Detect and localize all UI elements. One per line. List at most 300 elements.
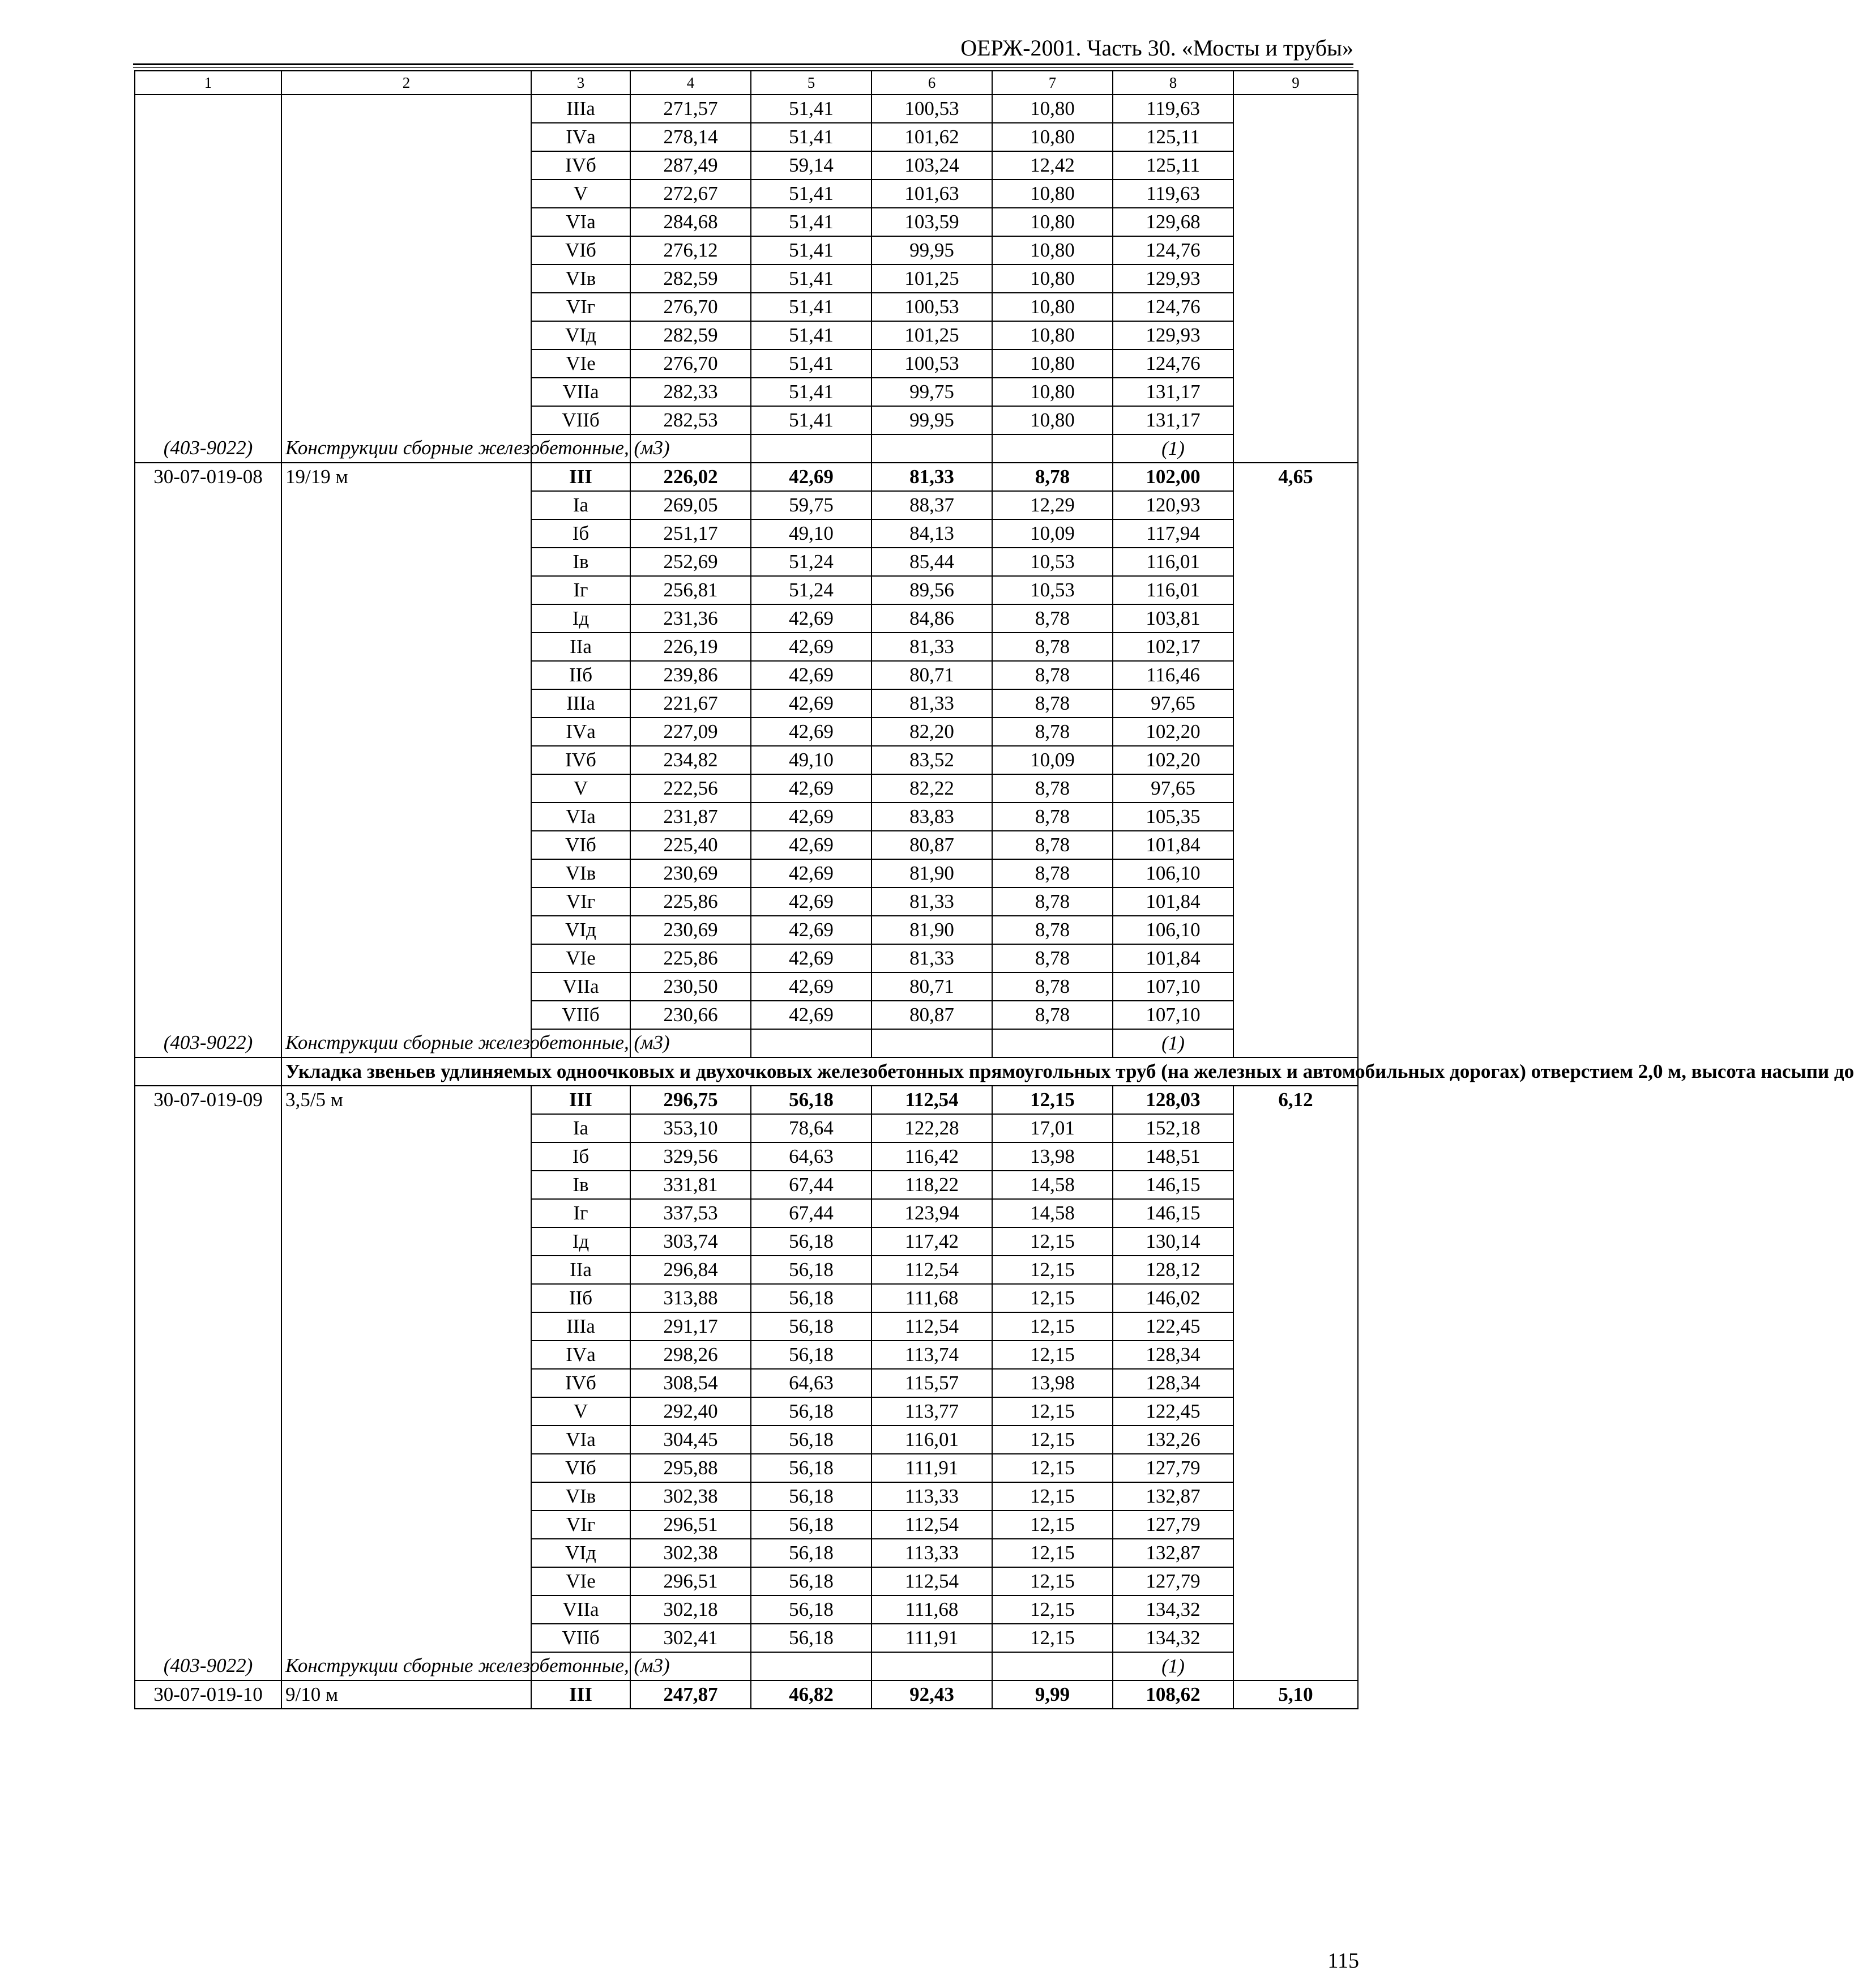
column-number: 3 xyxy=(531,71,630,95)
value-cell: 282,33 xyxy=(630,378,751,406)
value-cell: 42,69 xyxy=(751,944,872,972)
value-cell: 102,20 xyxy=(1113,718,1233,746)
table-row xyxy=(135,123,1358,151)
value-cell: 12,15 xyxy=(992,1511,1113,1539)
rate-name xyxy=(281,718,531,746)
value-cell: 113,33 xyxy=(872,1539,992,1567)
value-cell: 269,05 xyxy=(630,491,751,519)
page-number: 115 xyxy=(1327,1949,1359,1973)
rate-name xyxy=(281,1567,531,1595)
value-cell: 292,40 xyxy=(630,1397,751,1426)
value-cell: 234,82 xyxy=(630,746,751,774)
table-row xyxy=(135,746,1358,774)
value-cell: 42,69 xyxy=(751,916,872,944)
value-cell: 276,70 xyxy=(630,349,751,378)
value-cell: 14,58 xyxy=(992,1171,1113,1199)
rate-name xyxy=(281,95,531,123)
region-code: VIб xyxy=(531,1454,630,1482)
rate-code xyxy=(135,604,281,633)
value-cell: 129,93 xyxy=(1113,265,1233,293)
empty-cell xyxy=(1233,1029,1358,1057)
region-code: Iб xyxy=(531,519,630,548)
rate-code xyxy=(135,236,281,265)
table-row xyxy=(135,972,1358,1001)
region-code: VIд xyxy=(531,321,630,349)
value-cell: 81,90 xyxy=(872,859,992,888)
col9-value xyxy=(1233,1312,1358,1341)
table-row xyxy=(135,1114,1358,1142)
col9-value xyxy=(1233,1511,1358,1539)
region-code: VIIа xyxy=(531,972,630,1001)
value-cell: 313,88 xyxy=(630,1284,751,1312)
value-cell: 12,15 xyxy=(992,1539,1113,1567)
value-cell: 56,18 xyxy=(751,1595,872,1624)
value-cell: 42,69 xyxy=(751,718,872,746)
rate-name xyxy=(281,1454,531,1482)
col9-value xyxy=(1233,1482,1358,1511)
region-code: IIа xyxy=(531,1256,630,1284)
rate-code xyxy=(135,944,281,972)
rate-code xyxy=(135,774,281,803)
value-cell: 101,63 xyxy=(872,180,992,208)
table-row xyxy=(135,519,1358,548)
rate-code: 30-07-019-10 xyxy=(135,1680,281,1709)
value-cell: 127,79 xyxy=(1113,1567,1233,1595)
value-cell: 111,68 xyxy=(872,1284,992,1312)
value-cell: 116,01 xyxy=(872,1426,992,1454)
value-cell: 124,76 xyxy=(1113,236,1233,265)
table-row xyxy=(135,236,1358,265)
value-cell: 230,50 xyxy=(630,972,751,1001)
rate-name xyxy=(281,265,531,293)
value-cell: 84,13 xyxy=(872,519,992,548)
value-cell: 118,22 xyxy=(872,1171,992,1199)
region-code: Iа xyxy=(531,1114,630,1142)
value-cell: 122,28 xyxy=(872,1114,992,1142)
value-cell: 226,02 xyxy=(630,463,751,491)
value-cell: 226,19 xyxy=(630,633,751,661)
rate-name xyxy=(281,661,531,689)
value-cell: 131,17 xyxy=(1113,406,1233,434)
value-cell: 8,78 xyxy=(992,463,1113,491)
table-row xyxy=(135,1426,1358,1454)
value-cell: 128,03 xyxy=(1113,1086,1233,1114)
col9-value xyxy=(1233,1227,1358,1256)
rate-code xyxy=(135,1624,281,1652)
value-cell: 101,25 xyxy=(872,265,992,293)
table-row xyxy=(135,1511,1358,1539)
value-cell: 117,42 xyxy=(872,1227,992,1256)
region-code: III xyxy=(531,463,630,491)
col9-value xyxy=(1233,944,1358,972)
header-rule-thick xyxy=(133,63,1353,65)
column-number: 9 xyxy=(1233,71,1358,95)
rate-code xyxy=(135,293,281,321)
rate-code xyxy=(135,972,281,1001)
material-code: (403-9022) xyxy=(135,1652,281,1680)
value-cell: 12,15 xyxy=(992,1624,1113,1652)
value-cell: 298,26 xyxy=(630,1341,751,1369)
value-cell: 51,41 xyxy=(751,180,872,208)
col9-value xyxy=(1233,1454,1358,1482)
value-cell: 88,37 xyxy=(872,491,992,519)
value-cell: 9,99 xyxy=(992,1680,1113,1709)
value-cell: 42,69 xyxy=(751,888,872,916)
value-cell: 337,53 xyxy=(630,1199,751,1227)
region-code: VIа xyxy=(531,208,630,236)
rate-name xyxy=(281,944,531,972)
col9-value xyxy=(1233,548,1358,576)
table-row xyxy=(135,491,1358,519)
value-cell: 116,01 xyxy=(1113,576,1233,604)
value-cell: 12,15 xyxy=(992,1086,1113,1114)
material-note-row xyxy=(135,434,1358,463)
value-cell: 115,57 xyxy=(872,1369,992,1397)
rate-code xyxy=(135,321,281,349)
table-row xyxy=(135,180,1358,208)
value-cell: 42,69 xyxy=(751,689,872,718)
rate-code xyxy=(135,661,281,689)
value-cell: 308,54 xyxy=(630,1369,751,1397)
col9-value xyxy=(1233,406,1358,434)
value-cell: 123,94 xyxy=(872,1199,992,1227)
rate-name xyxy=(281,1511,531,1539)
col9-value xyxy=(1233,1624,1358,1652)
region-code: IVа xyxy=(531,123,630,151)
table-row xyxy=(135,774,1358,803)
rate-code xyxy=(135,1114,281,1142)
col9-value xyxy=(1233,1426,1358,1454)
value-cell: 225,40 xyxy=(630,831,751,859)
value-cell: 125,11 xyxy=(1113,151,1233,180)
region-code: Iб xyxy=(531,1142,630,1171)
column-number: 5 xyxy=(751,71,872,95)
rate-code xyxy=(135,1511,281,1539)
empty-cell xyxy=(992,1029,1113,1057)
table-row xyxy=(135,463,1358,491)
col9-value xyxy=(1233,265,1358,293)
value-cell: 89,56 xyxy=(872,576,992,604)
rate-code xyxy=(135,378,281,406)
col9-value xyxy=(1233,1369,1358,1397)
value-cell: 85,44 xyxy=(872,548,992,576)
empty-cell xyxy=(751,1029,872,1057)
region-code: Iг xyxy=(531,576,630,604)
rate-code xyxy=(135,1284,281,1312)
value-cell: 51,41 xyxy=(751,349,872,378)
empty-cell xyxy=(872,434,992,463)
value-cell: 102,00 xyxy=(1113,463,1233,491)
value-cell: 146,15 xyxy=(1113,1199,1233,1227)
table-row xyxy=(135,661,1358,689)
rate-code xyxy=(135,1142,281,1171)
value-cell: 49,10 xyxy=(751,519,872,548)
table-row xyxy=(135,406,1358,434)
region-code: Iд xyxy=(531,604,630,633)
value-cell: 49,10 xyxy=(751,746,872,774)
value-cell: 56,18 xyxy=(751,1624,872,1652)
value-cell: 10,80 xyxy=(992,95,1113,123)
value-cell: 99,75 xyxy=(872,378,992,406)
value-cell: 116,01 xyxy=(1113,548,1233,576)
value-cell: 8,78 xyxy=(992,633,1113,661)
value-cell: 146,15 xyxy=(1113,1171,1233,1199)
rate-name: 19/19 м xyxy=(281,463,531,491)
value-cell: 112,54 xyxy=(872,1567,992,1595)
col9-value xyxy=(1233,859,1358,888)
rate-name xyxy=(281,1171,531,1199)
rate-name xyxy=(281,1397,531,1426)
value-cell: 221,67 xyxy=(630,689,751,718)
col9-value xyxy=(1233,151,1358,180)
col9-value xyxy=(1233,1114,1358,1142)
value-cell: 42,69 xyxy=(751,774,872,803)
value-cell: 296,75 xyxy=(630,1086,751,1114)
value-cell: 13,98 xyxy=(992,1369,1113,1397)
rate-code xyxy=(135,859,281,888)
value-cell: 82,22 xyxy=(872,774,992,803)
value-cell: 247,87 xyxy=(630,1680,751,1709)
value-cell: 101,84 xyxy=(1113,888,1233,916)
value-cell: 10,80 xyxy=(992,208,1113,236)
value-cell: 97,65 xyxy=(1113,774,1233,803)
value-cell: 99,95 xyxy=(872,236,992,265)
material-description: Конструкции сборные железобетонные, (м3) xyxy=(281,434,531,463)
region-code: IVб xyxy=(531,1369,630,1397)
value-cell: 10,53 xyxy=(992,548,1113,576)
value-cell: 92,43 xyxy=(872,1680,992,1709)
value-cell: 128,12 xyxy=(1113,1256,1233,1284)
rate-code xyxy=(135,831,281,859)
region-code: VIIб xyxy=(531,1624,630,1652)
value-cell: 284,68 xyxy=(630,208,751,236)
value-cell: 107,10 xyxy=(1113,972,1233,1001)
table-row xyxy=(135,1312,1358,1341)
rate-code xyxy=(135,123,281,151)
rate-code xyxy=(135,689,281,718)
value-cell: 12,15 xyxy=(992,1567,1113,1595)
region-code: Iг xyxy=(531,1199,630,1227)
value-cell: 116,46 xyxy=(1113,661,1233,689)
value-cell: 17,01 xyxy=(992,1114,1113,1142)
value-cell: 12,15 xyxy=(992,1284,1113,1312)
rate-code xyxy=(135,151,281,180)
value-cell: 116,42 xyxy=(872,1142,992,1171)
region-code: VIв xyxy=(531,859,630,888)
table-row xyxy=(135,1624,1358,1652)
value-cell: 12,15 xyxy=(992,1397,1113,1426)
value-cell: 282,59 xyxy=(630,321,751,349)
value-cell: 12,42 xyxy=(992,151,1113,180)
rate-name xyxy=(281,1539,531,1567)
rate-code xyxy=(135,803,281,831)
value-cell: 42,69 xyxy=(751,972,872,1001)
material-code: (403-9022) xyxy=(135,1029,281,1057)
col9-value xyxy=(1233,1341,1358,1369)
rate-name xyxy=(281,972,531,1001)
value-cell: 304,45 xyxy=(630,1426,751,1454)
value-cell: 271,57 xyxy=(630,95,751,123)
value-cell: 81,33 xyxy=(872,633,992,661)
rate-name xyxy=(281,1199,531,1227)
value-cell: 331,81 xyxy=(630,1171,751,1199)
value-cell: 8,78 xyxy=(992,916,1113,944)
material-code: (403-9022) xyxy=(135,434,281,463)
value-cell: 106,10 xyxy=(1113,859,1233,888)
value-cell: 105,35 xyxy=(1113,803,1233,831)
rate-code xyxy=(135,1397,281,1426)
rate-name xyxy=(281,689,531,718)
value-cell: 59,14 xyxy=(751,151,872,180)
value-cell: 122,45 xyxy=(1113,1397,1233,1426)
value-cell: 302,38 xyxy=(630,1482,751,1511)
rate-name xyxy=(281,576,531,604)
value-cell: 112,54 xyxy=(872,1511,992,1539)
rate-code xyxy=(135,265,281,293)
empty-cell xyxy=(872,1029,992,1057)
value-cell: 46,82 xyxy=(751,1680,872,1709)
rate-name xyxy=(281,604,531,633)
rate-name xyxy=(281,1001,531,1029)
value-cell: 10,80 xyxy=(992,236,1113,265)
value-cell: 256,81 xyxy=(630,576,751,604)
region-code: IVб xyxy=(531,746,630,774)
value-cell: 10,80 xyxy=(992,293,1113,321)
value-cell: 112,54 xyxy=(872,1086,992,1114)
rate-name xyxy=(281,406,531,434)
region-code: VIг xyxy=(531,888,630,916)
region-code: VIд xyxy=(531,916,630,944)
rate-code xyxy=(135,633,281,661)
col9-value xyxy=(1233,1256,1358,1284)
value-cell: 56,18 xyxy=(751,1539,872,1567)
value-cell: 101,84 xyxy=(1113,831,1233,859)
table-row xyxy=(135,378,1358,406)
column-number: 6 xyxy=(872,71,992,95)
rate-code xyxy=(135,208,281,236)
region-code: VIIа xyxy=(531,1595,630,1624)
col9-value xyxy=(1233,321,1358,349)
value-cell: 128,34 xyxy=(1113,1369,1233,1397)
value-cell: 230,69 xyxy=(630,916,751,944)
value-cell: 81,33 xyxy=(872,888,992,916)
value-cell: 51,24 xyxy=(751,576,872,604)
col9-value xyxy=(1233,746,1358,774)
value-cell: 80,87 xyxy=(872,831,992,859)
col9-value xyxy=(1233,95,1358,123)
col9-value xyxy=(1233,604,1358,633)
rate-name xyxy=(281,1624,531,1652)
value-cell: 125,11 xyxy=(1113,123,1233,151)
col9-value xyxy=(1233,123,1358,151)
col9-value xyxy=(1233,888,1358,916)
rate-name xyxy=(281,321,531,349)
value-cell: 132,26 xyxy=(1113,1426,1233,1454)
value-cell: 51,41 xyxy=(751,95,872,123)
page-header: ОЕРЖ-2001. Часть 30. «Мосты и трубы» xyxy=(960,35,1353,61)
value-cell: 10,80 xyxy=(992,349,1113,378)
region-code: V xyxy=(531,180,630,208)
table-row xyxy=(135,1284,1358,1312)
rate-name xyxy=(281,831,531,859)
value-cell: 146,02 xyxy=(1113,1284,1233,1312)
value-cell: 51,24 xyxy=(751,548,872,576)
value-cell: 296,84 xyxy=(630,1256,751,1284)
value-cell: 276,70 xyxy=(630,293,751,321)
value-cell: 225,86 xyxy=(630,888,751,916)
rate-name xyxy=(281,1341,531,1369)
rate-code xyxy=(135,1567,281,1595)
table-row xyxy=(135,1680,1358,1709)
region-code: Iв xyxy=(531,548,630,576)
rate-code xyxy=(135,888,281,916)
section-heading: Укладка звеньев удлиняемых одноочковых и двухочковых железобетонных прямоугольных труб (на железных и автомобильных дорогах) отверстием 2,0 м, высота насыпи до xyxy=(281,1057,1358,1086)
table-row xyxy=(135,265,1358,293)
value-cell: 222,56 xyxy=(630,774,751,803)
value-cell: 51,41 xyxy=(751,293,872,321)
rate-name xyxy=(281,236,531,265)
value-cell: 231,36 xyxy=(630,604,751,633)
col9-value xyxy=(1233,803,1358,831)
value-cell: 8,78 xyxy=(992,689,1113,718)
region-code: VIг xyxy=(531,293,630,321)
value-cell: 10,80 xyxy=(992,180,1113,208)
value-cell: 56,18 xyxy=(751,1284,872,1312)
value-cell: 303,74 xyxy=(630,1227,751,1256)
value-cell: 230,66 xyxy=(630,1001,751,1029)
material-note-row xyxy=(135,1029,1358,1057)
value-cell: 130,14 xyxy=(1113,1227,1233,1256)
rate-name xyxy=(281,859,531,888)
value-cell: 8,78 xyxy=(992,1001,1113,1029)
rate-name xyxy=(281,916,531,944)
region-code: V xyxy=(531,774,630,803)
region-code: VIе xyxy=(531,349,630,378)
column-number: 8 xyxy=(1113,71,1233,95)
value-cell: 51,41 xyxy=(751,321,872,349)
value-cell: 8,78 xyxy=(992,774,1113,803)
material-description: Конструкции сборные железобетонные, (м3) xyxy=(281,1029,531,1057)
value-cell: 56,18 xyxy=(751,1482,872,1511)
col9-value xyxy=(1233,349,1358,378)
value-cell: 42,69 xyxy=(751,1001,872,1029)
col9-value xyxy=(1233,1001,1358,1029)
column-number: 2 xyxy=(281,71,531,95)
value-cell: 78,64 xyxy=(751,1114,872,1142)
value-cell: 42,69 xyxy=(751,633,872,661)
table-row xyxy=(135,208,1358,236)
value-cell: 100,53 xyxy=(872,95,992,123)
rate-code xyxy=(135,1199,281,1227)
value-cell: 42,69 xyxy=(751,859,872,888)
rate-name xyxy=(281,1312,531,1341)
value-cell: 101,84 xyxy=(1113,944,1233,972)
value-cell: 56,18 xyxy=(751,1511,872,1539)
rate-code xyxy=(135,1312,281,1341)
region-code: VIе xyxy=(531,1567,630,1595)
value-cell: 82,20 xyxy=(872,718,992,746)
rate-name xyxy=(281,548,531,576)
value-cell: 10,09 xyxy=(992,519,1113,548)
rate-name xyxy=(281,774,531,803)
col9-value xyxy=(1233,972,1358,1001)
table-row xyxy=(135,95,1358,123)
value-cell: 64,63 xyxy=(751,1369,872,1397)
table-row xyxy=(135,1171,1358,1199)
value-cell: 56,18 xyxy=(751,1256,872,1284)
rate-name xyxy=(281,378,531,406)
rate-code xyxy=(135,180,281,208)
